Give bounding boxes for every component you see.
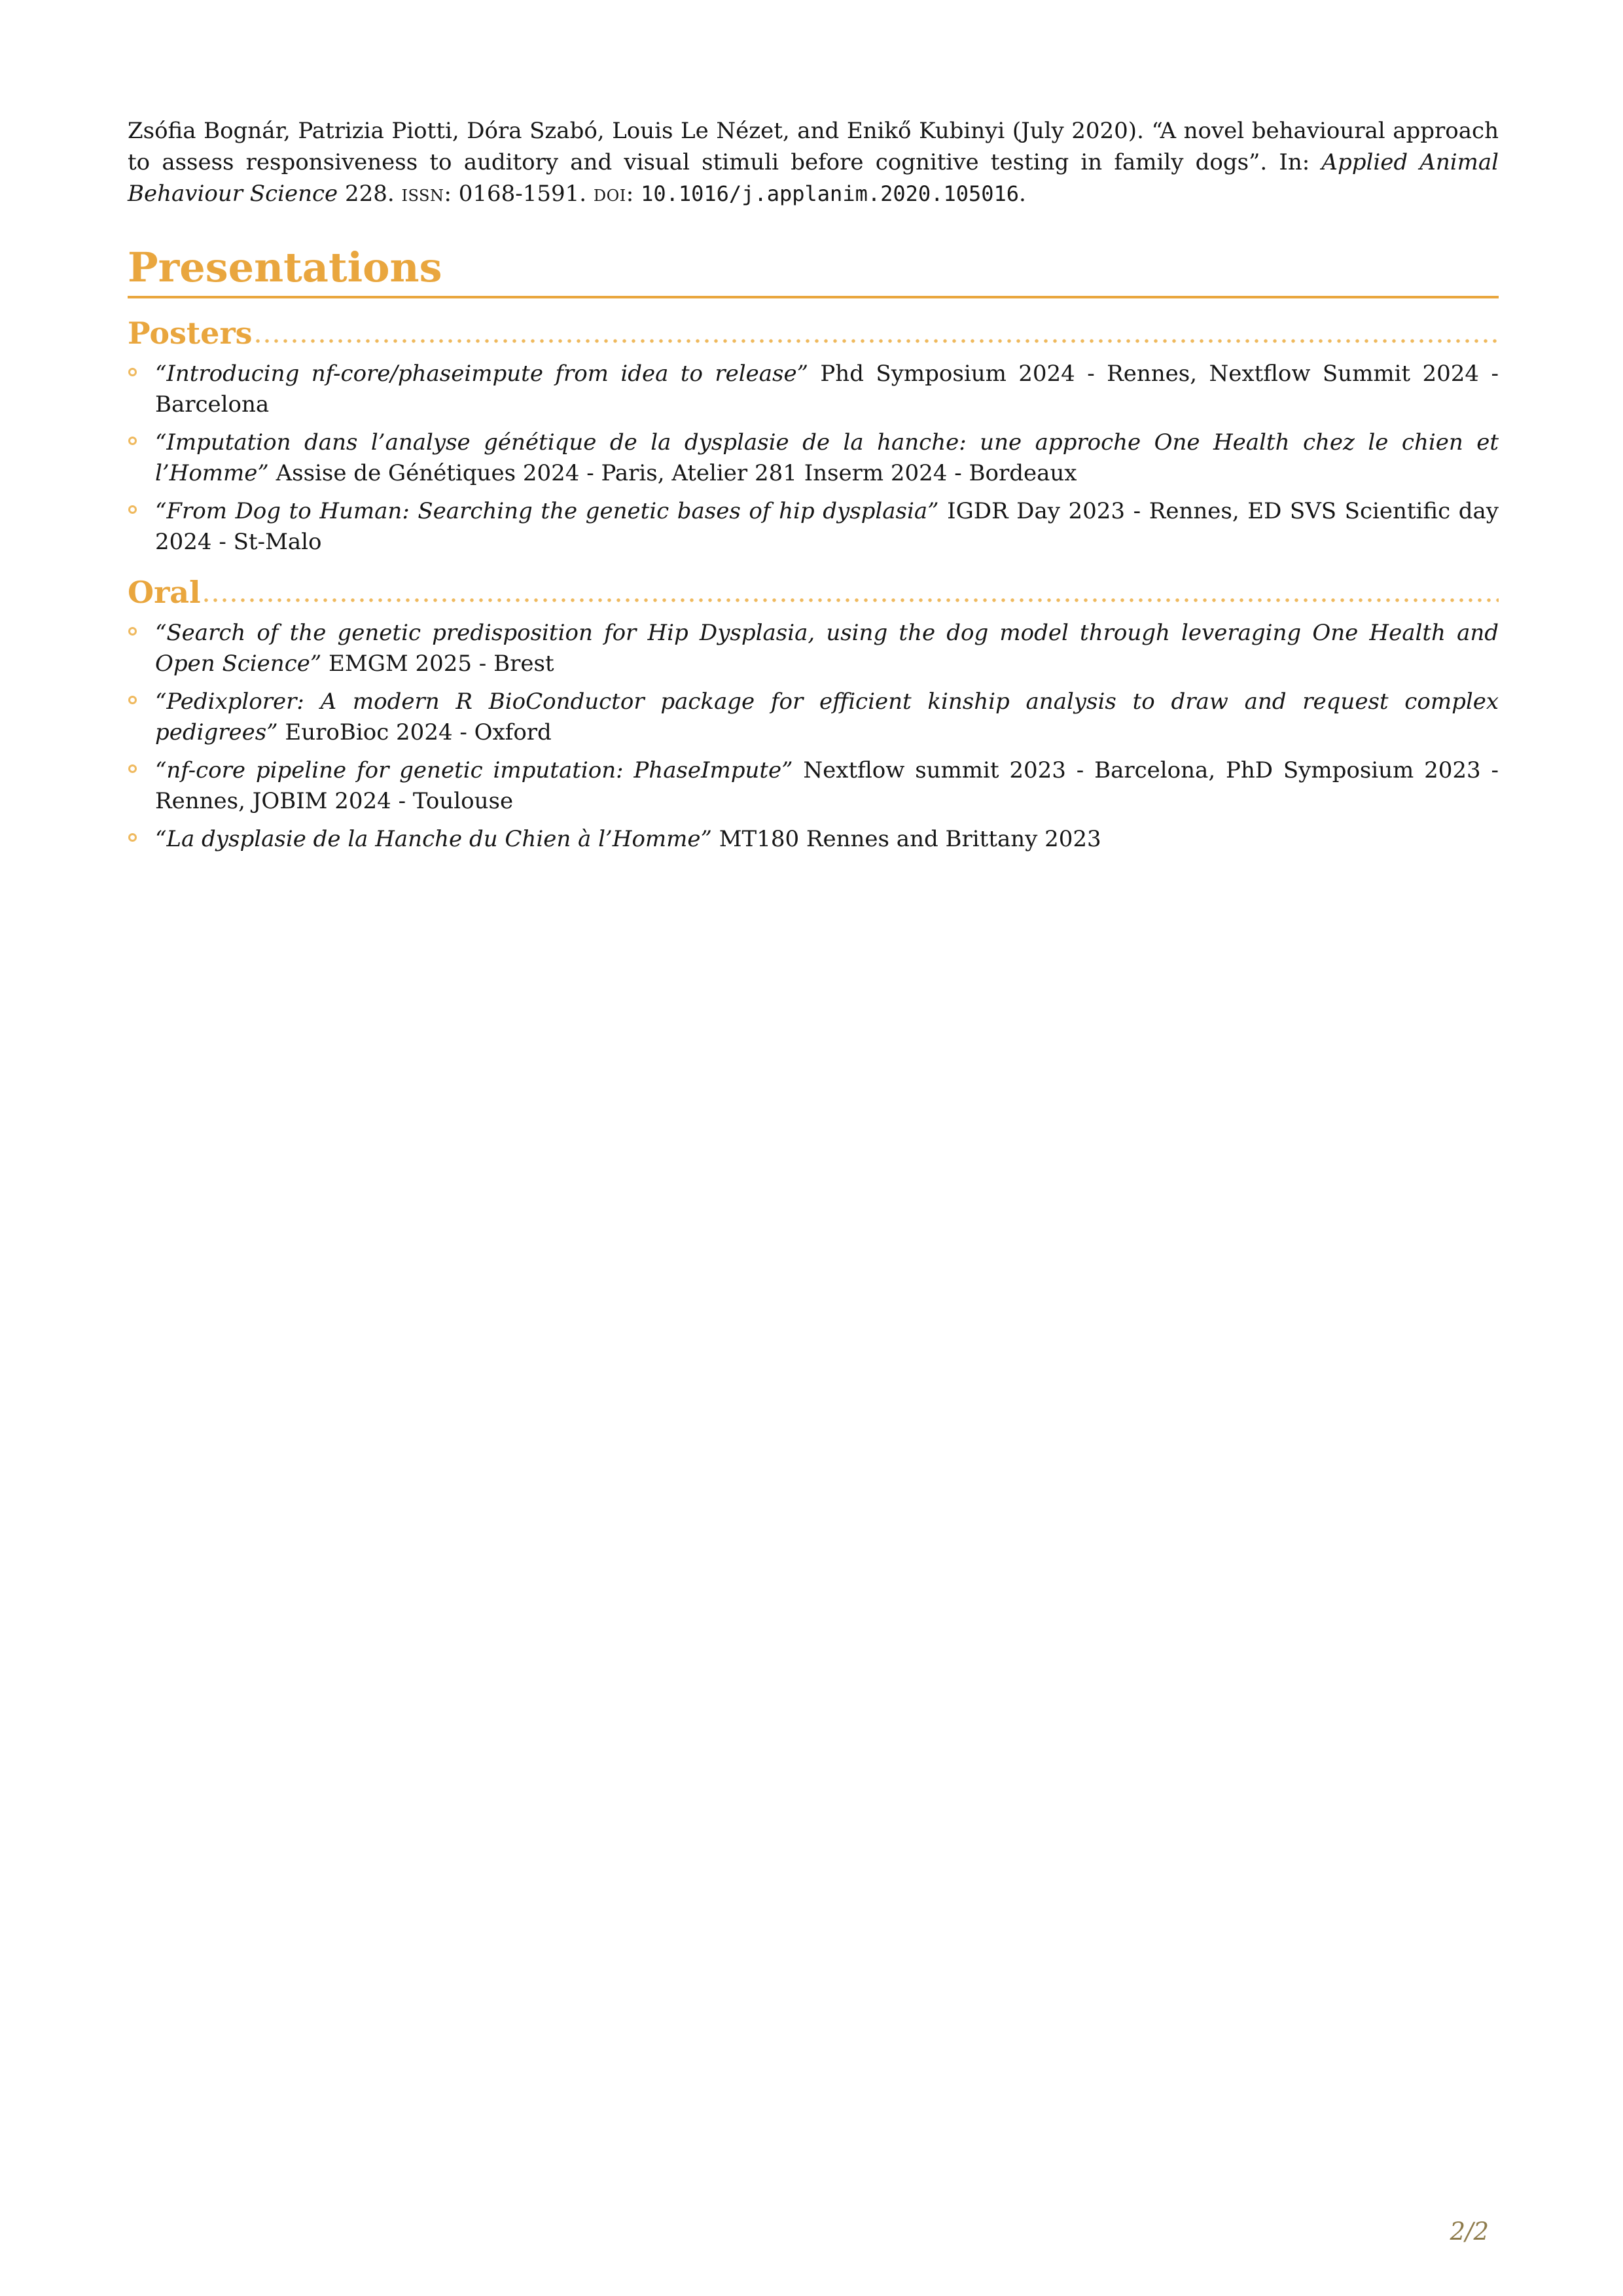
page-content <box>128 115 1499 862</box>
bullet-circle-icon <box>128 696 137 704</box>
presentation-title: “Imputation dans l’analyse génétique de la dysplasie de la hanche: une approche One Health chez le chien et l’Homme” <box>155 429 1499 486</box>
bullet-circle-icon <box>128 505 137 514</box>
presentation-title: “nf-core pipeline for genetic imputation: PhaseImpute” <box>155 757 793 783</box>
presentation-venues: EMGM 2025 - Brest <box>321 651 554 677</box>
presentation-venues: Nextflow summit 2023 - Barcelona, PhD Symposium 2023 - Rennes, JOBIM 2024 - Toulouse <box>155 757 1499 814</box>
subsection-heading-oral <box>128 576 1499 609</box>
oral-list <box>128 618 1499 855</box>
presentation-title: “Pedixplorer: A modern R BioConductor package for efficient kinship analysis to draw and request complex pedigrees” <box>155 689 1499 745</box>
citation-main-text: Zsófia Bognár, Patrizia Piotti, Dóra Szabó, Louis Le Nézet, and Enikő Kubinyi (July 2020). “A novel behavioural approach to assess responsiveness to auditory and visual stimuli before cognitive testing in family dogs”. In: <box>128 118 1499 175</box>
citation-doi-colon: : <box>626 181 641 207</box>
presentation-title: “Search of the genetic predisposition for Hip Dysplasia, using the dog model through leveraging One Health and Open Science” <box>155 620 1499 677</box>
page-number: 2/2 <box>1450 2217 1489 2246</box>
list-item <box>128 687 1499 748</box>
citation-volume: 228. <box>338 181 402 207</box>
presentation-title: “Introducing nf-core/phaseimpute from idea to release” <box>155 361 808 387</box>
dotted-leader <box>204 598 1499 603</box>
list-item <box>128 427 1499 489</box>
bullet-circle-icon <box>128 368 137 376</box>
subsection-title: Oral <box>128 575 201 610</box>
citation-journal-name: Applied Animal Behaviour Science <box>128 149 1499 207</box>
section-heading-presentations: Presentations <box>128 243 442 291</box>
list-item <box>128 359 1499 420</box>
publication-citation <box>128 115 1499 209</box>
citation-doi-value: 10.1016/j.applanim.2020.105016 <box>641 181 1020 206</box>
bullet-circle-icon <box>128 833 137 842</box>
presentation-venues: EuroBioc 2024 - Oxford <box>277 719 552 745</box>
posters-list <box>128 359 1499 558</box>
presentation-title: “La dysplasie de la Hanche du Chien à l’Homme” <box>155 826 712 852</box>
section-underline <box>128 296 1499 298</box>
subsection-title: Posters <box>128 315 253 351</box>
bullet-circle-icon <box>128 764 137 773</box>
presentation-title: “From Dog to Human: Searching the genetic bases of hip dysplasia” <box>155 498 939 524</box>
list-item <box>128 755 1499 817</box>
citation-doi-label: doi <box>593 181 626 207</box>
bullet-circle-icon <box>128 627 137 636</box>
citation-final-period: . <box>1019 181 1026 207</box>
subsection-heading-posters <box>128 317 1499 350</box>
presentation-venues: IGDR Day 2023 - Rennes, ED SVS Scientific day 2024 - St-Malo <box>155 498 1499 555</box>
citation-issn-label: issn <box>401 181 444 207</box>
list-item <box>128 496 1499 558</box>
presentation-venues: Phd Symposium 2024 - Rennes, Nextflow Summit 2024 - Barcelona <box>155 361 1499 418</box>
bullet-circle-icon <box>128 437 137 445</box>
dotted-leader <box>255 338 1499 344</box>
presentation-venues: MT180 Rennes and Brittany 2023 <box>711 826 1101 852</box>
list-item <box>128 618 1499 679</box>
list-item <box>128 824 1499 855</box>
citation-issn-value: : 0168-1591. <box>444 181 594 207</box>
presentation-venues: Assise de Génétiques 2024 - Paris, Atelier 281 Inserm 2024 - Bordeaux <box>268 460 1077 486</box>
